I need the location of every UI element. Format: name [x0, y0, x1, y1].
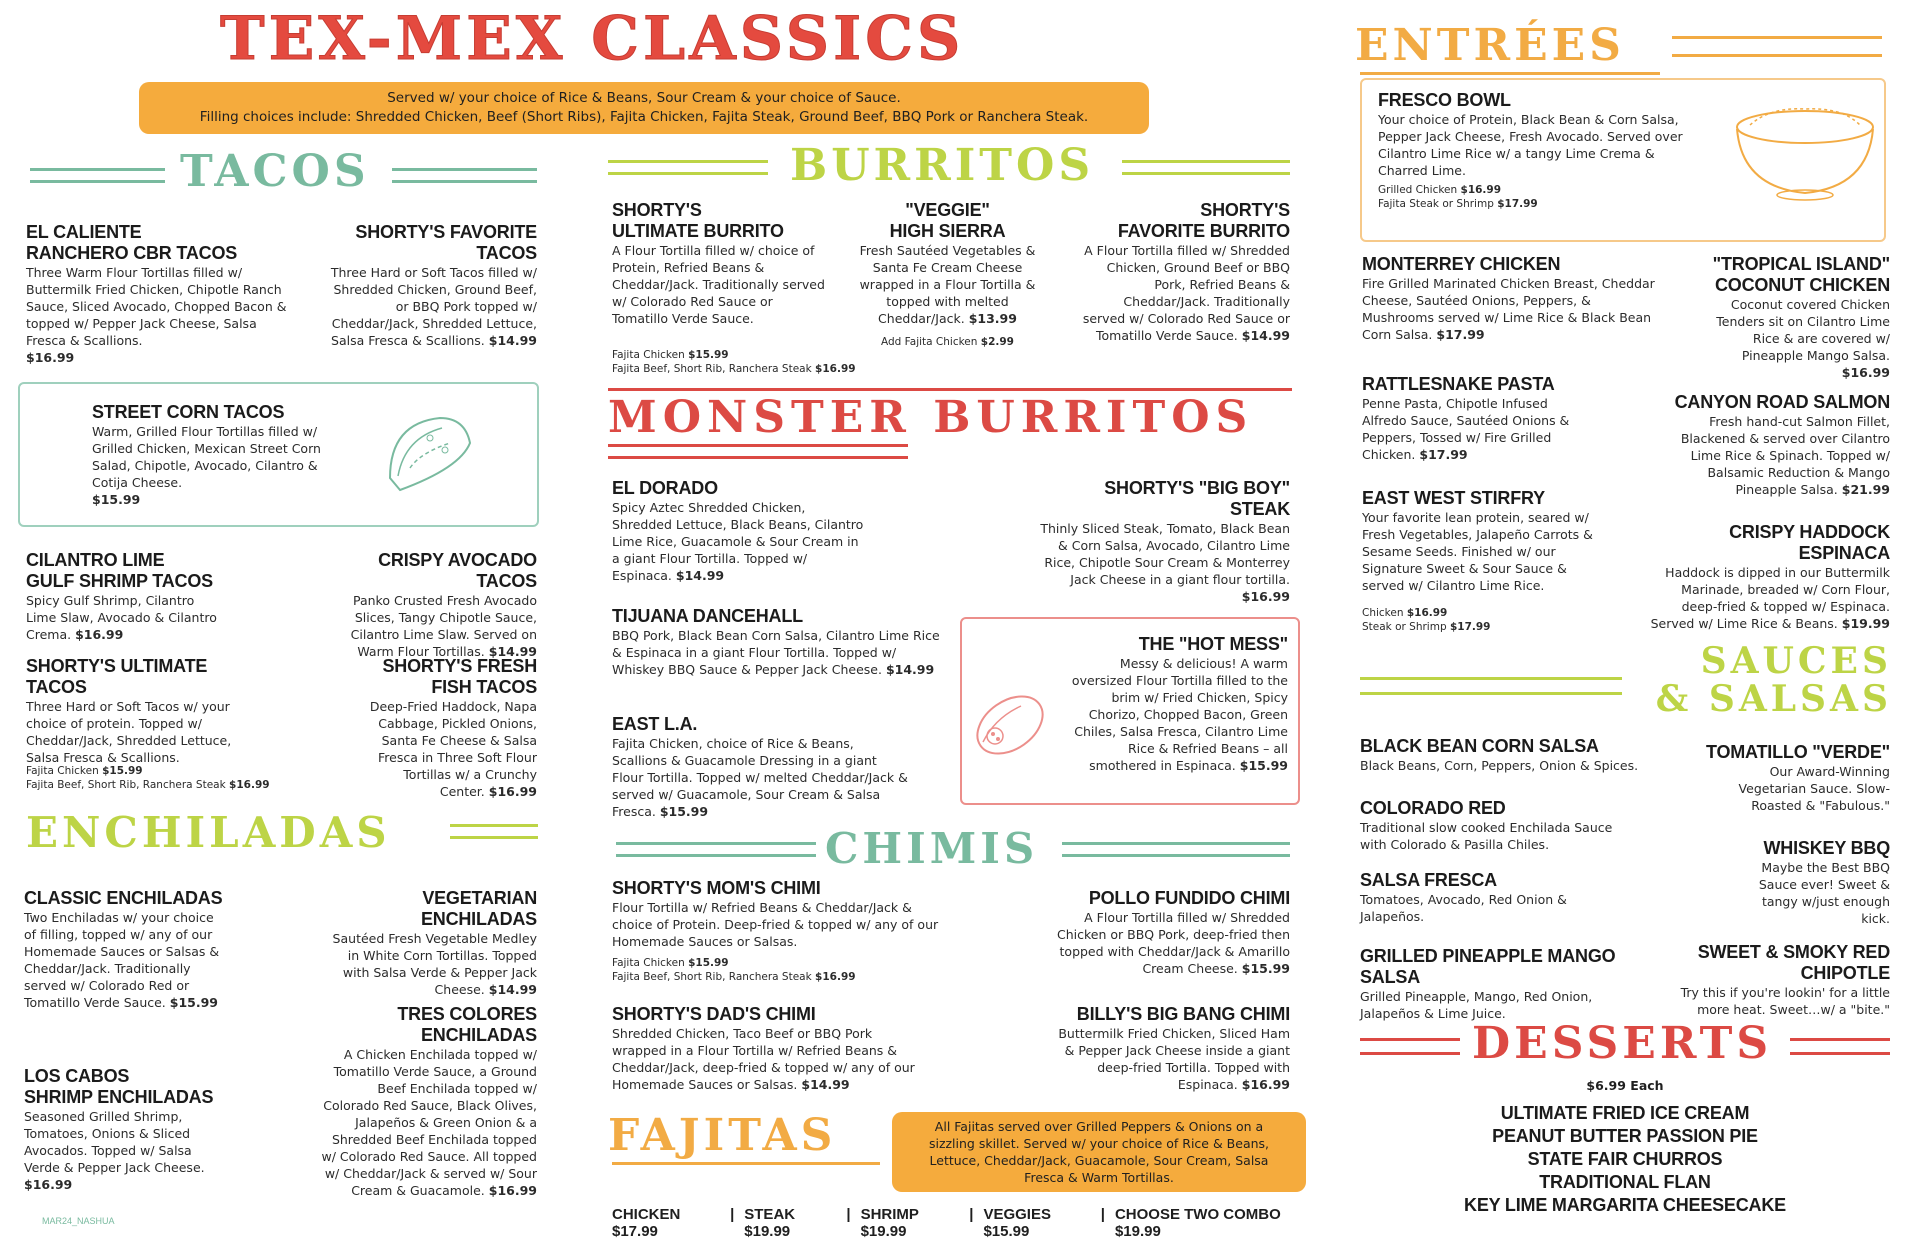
monster-rule-bottom-2 — [608, 456, 908, 459]
note-price: $16.99 — [1406, 607, 1448, 619]
item-desc: Buttermilk Fried Chicken, Sliced Ham & Pepper Jack Cheese inside a giant deep-fried Tortilla. Topped with Espinaca. — [1058, 1026, 1290, 1092]
taco-item-fish — [355, 656, 537, 800]
item-price: $15.99 — [169, 995, 219, 1010]
item-name: MONTERREY CHICKEN — [1362, 254, 1561, 274]
item-desc: Fajita Chicken, choice of Rice & Beans, Scallions & Guacamole Dressing in a giant Flour Tortilla. Topped w/ melted Cheddar/Jack & served w/ Guacamole, Sour Cream & Salsa Fresca. — [612, 736, 908, 819]
item-price: $14.99 — [488, 982, 537, 997]
burrito-icon — [965, 670, 1055, 770]
intro-line-1: Served w/ your choice of Rice & Beans, Sour Cream & your choice of Sauce. — [387, 90, 901, 106]
item-name: "VEGGIE" — [905, 200, 990, 220]
entree-item-haddock — [1650, 522, 1890, 632]
item-desc: Messy & delicious! A warm oversized Flour Tortilla filled to the brim w/ Fried Chicken, Spicy Chorizo, Chopped Bacon, Green Chiles, Salsa Fresca, Cilantro Lime Rice & Refried Beans – all smothered in Espinaca. — [1071, 656, 1288, 773]
burritos-rule-right — [1122, 160, 1290, 163]
item-desc: A Flour Tortilla filled w/ Shredded Chicken, Ground Beef or BBQ Pork, Refried Beans & Cheddar/Jack. Traditionally served w/ Colorado Red Sauce or Tomatillo Verde Sauce. — [1082, 243, 1290, 343]
chimi-item-big-bang — [1050, 1004, 1290, 1093]
note-price: $16.99 — [1460, 184, 1502, 196]
item-name: SHORTY'S — [612, 200, 702, 220]
item-desc: Three Warm Flour Tortillas filled w/ Buttermilk Fried Chicken, Chipotle Ranch Sauce, Sliced Avocado, Chopped Bacon & topped w/ Pepper Jack Cheese, Salsa Fresca & Scallions. — [26, 265, 287, 348]
note-price: $16.99 — [815, 971, 856, 983]
monster-item-tijuana — [612, 606, 942, 678]
entrees-rule-2 — [1672, 54, 1882, 57]
fajitas-price-bar — [612, 1206, 1312, 1240]
intro-box — [139, 82, 1149, 134]
item-price: $17.99 — [1419, 447, 1468, 462]
item-name: THE "HOT MESS" — [1138, 634, 1288, 654]
item-price: $14.99 — [1241, 328, 1290, 343]
item-price: $14.99 — [885, 662, 935, 677]
sauce-item-pineapple — [1360, 946, 1650, 1022]
sauces-heading-1: SAUCES — [1700, 640, 1892, 682]
item-price: $14.99 — [488, 644, 537, 659]
burrito-item-ultimate — [612, 200, 827, 327]
note-price: $15.99 — [688, 957, 729, 969]
item-desc: Our Award-Winning Vegetarian Sauce. Slow-Roasted & "Fabulous." — [1738, 764, 1890, 813]
dessert-item: TRADITIONAL FLAN — [1539, 1172, 1711, 1192]
item-name: EL CALIENTE — [26, 222, 142, 242]
monster-heading: MONSTER BURRITOS — [608, 392, 1254, 443]
burritos-rule-right-2 — [1122, 172, 1290, 175]
item-desc: Your choice of Protein, Black Bean & Corn Salsa, Pepper Jack Cheese, Fresh Avocado. Served over Cilantro Lime Rice w/ a tangy Lime Crema & Charred Lime. — [1378, 112, 1683, 178]
item-price: $16.99 — [1241, 1077, 1290, 1092]
taco-item-street-corn — [92, 402, 352, 508]
chimis-rule-right-2 — [1062, 854, 1290, 857]
tacos-rule-right-2 — [392, 180, 537, 183]
item-name: STREET CORN TACOS — [92, 402, 285, 422]
item-desc: Shredded Chicken, Taco Beef or BBQ Pork wrapped in a Flour Tortilla w/ Refried Beans & Cheddar/Jack, deep-fried & topped w/ any of our Homemade Sauces or Salsas. — [612, 1026, 915, 1092]
footer-code: MAR24_NASHUA — [42, 1216, 115, 1226]
sauce-item-colorado — [1360, 798, 1620, 853]
sauce-item-salsa-fresca — [1360, 870, 1590, 925]
item-desc: A Flour Tortilla filled w/ Shredded Chicken or BBQ Pork, deep-fried then topped with Cheddar/Jack & Amarillo Cream Cheese. — [1057, 910, 1290, 976]
taco-item-favorite — [330, 222, 537, 349]
item-name: WHISKEY BBQ — [1763, 838, 1890, 858]
item-price: $16.99 — [1841, 365, 1890, 380]
item-name: SHORTY'S "BIG BOY" STEAK — [1104, 478, 1290, 519]
note-label: Fajita Steak or Shrimp — [1378, 198, 1494, 210]
item-price: $16.99 — [1241, 589, 1290, 604]
item-desc: Fresh Sautéed Vegetables & Santa Fe Cream Cheese wrapped in a Flour Tortilla & topped with melted Cheddar/Jack. — [859, 243, 1036, 326]
note-label: Steak or Shrimp — [1362, 621, 1447, 633]
burritos-notes — [612, 348, 912, 376]
fajitas-box-text: All Fajitas served over Grilled Peppers & Onions on a sizzling skillet. Served w/ your choice of Rice & Beans, Lettuce, Cheddar/Jack, Guacamole, Sour Cream, Salsa Fresca & Warm Tortillas. — [928, 1119, 1270, 1185]
bowl-icon — [1730, 95, 1880, 205]
item-desc: Traditional slow cooked Enchilada Sauce with Colorado & Pasilla Chiles. — [1360, 820, 1613, 852]
tacos-rule-right — [392, 168, 537, 171]
fajitas-rule — [612, 1162, 880, 1165]
item-name: "TROPICAL ISLAND" — [1712, 254, 1890, 274]
fajitas-box — [892, 1112, 1306, 1192]
note-label: Chicken — [1362, 607, 1404, 619]
desserts-rule-left-2 — [1360, 1052, 1460, 1055]
item-name: CLASSIC ENCHILADAS — [24, 888, 223, 908]
dessert-item: STATE FAIR CHURROS — [1527, 1149, 1723, 1169]
item-desc: Spicy Gulf Shrimp, Cilantro Lime Slaw, Avocado & Cilantro Crema. — [26, 593, 217, 642]
price-separator: | — [969, 1206, 974, 1223]
item-desc: Thinly Sliced Steak, Tomato, Black Bean & Corn Salsa, Avocado, Cilantro Lime Rice, Chipotle Sour Cream & Monterrey Jack Cheese in a giant flour tortilla. — [1040, 521, 1290, 587]
burritos-rule-left — [608, 160, 768, 163]
tacos-rule-left-2 — [30, 180, 165, 183]
item-name: FAVORITE BURRITO — [1117, 221, 1290, 241]
item-price: $15.99 — [1239, 758, 1288, 773]
item-name: SHORTY'S FAVORITE TACOS — [355, 222, 537, 263]
desserts-rule-left-1 — [1360, 1038, 1460, 1041]
enchilada-item-tres-colores — [320, 1004, 537, 1199]
item-name: SHORTY'S FRESH — [382, 656, 537, 676]
note-label: Fajita Beef, Short Rib, Ranchera Steak — [612, 363, 812, 375]
sauces-heading-2: & SALSAS — [1655, 678, 1892, 720]
item-price: $16.99 — [488, 1183, 537, 1198]
item-name: GULF SHRIMP TACOS — [26, 571, 213, 591]
burritos-heading: BURRITOS — [790, 140, 1095, 191]
entree-item-rattlesnake — [1362, 374, 1592, 463]
chimis-rule-left — [616, 842, 816, 845]
fajita-price-option: CHOOSE TWO COMBO $19.99 — [1114, 1206, 1281, 1240]
item-name: GRILLED PINEAPPLE MANGO SALSA — [1360, 946, 1616, 987]
item-name: SALSA FRESCA — [1360, 870, 1497, 890]
item-name: CRISPY HADDOCK ESPINACA — [1729, 522, 1890, 563]
entrees-rule-3 — [1360, 72, 1660, 75]
entree-item-tropical — [1690, 254, 1890, 381]
desserts-list — [1360, 1102, 1890, 1217]
burritos-rule-left-2 — [608, 172, 768, 175]
item-name: LOS CABOS — [24, 1066, 130, 1086]
item-desc: Two Enchiladas w/ your choice of filling, topped w/ any of our Homemade Sauces or Salsas & Cheddar/Jack. Traditionally served w/ Colorado Red or Tomatillo Verde Sauce. — [24, 910, 220, 1010]
enchiladas-rule-1 — [450, 824, 538, 827]
entree-item-fresco-bowl — [1378, 90, 1708, 211]
item-desc: Flour Tortilla w/ Refried Beans & Cheddar/Jack & choice of Protein. Deep-fried & topped w/ any of our Homemade Sauces or Salsas. — [612, 900, 939, 949]
item-price: $16.99 — [24, 1177, 73, 1192]
item-desc: Panko Crusted Fresh Avocado Slices, Tangy Chipotle Sauce, Cilantro Lime Slaw. Served on Warm Flour Tortillas. — [350, 593, 537, 659]
item-name: SHORTY'S ULTIMATE TACOS — [26, 656, 208, 697]
extra-label: Add Fajita Chicken — [881, 336, 978, 348]
item-price: $19.99 — [1841, 616, 1890, 631]
note-label: Fajita Beef, Short Rib, Ranchera Steak — [612, 971, 812, 983]
item-desc: Tomatoes, Avocado, Red Onion & Jalapeños. — [1360, 892, 1567, 924]
desserts-rule-right-2 — [1790, 1052, 1890, 1055]
note-label: Grilled Chicken — [1378, 184, 1458, 196]
dessert-item: ULTIMATE FRIED ICE CREAM — [1500, 1103, 1750, 1123]
item-name: POLLO FUNDIDO CHIMI — [1088, 888, 1290, 908]
item-name: BILLY'S BIG BANG CHIMI — [1076, 1004, 1290, 1024]
item-price: $14.99 — [801, 1077, 850, 1092]
item-name: RANCHERO CBR TACOS — [26, 243, 238, 263]
item-name: TIJUANA DANCEHALL — [612, 606, 803, 626]
note-price: $17.99 — [1449, 621, 1491, 633]
item-price: $17.99 — [1436, 327, 1485, 342]
sauce-item-whiskey — [1750, 838, 1890, 927]
fajita-price-option: SHRIMP $19.99 — [860, 1206, 919, 1240]
burrito-item-veggie — [855, 200, 1040, 349]
enchilada-item-vegetarian — [320, 888, 537, 998]
dessert-item: PEANUT BUTTER PASSION PIE — [1492, 1126, 1758, 1146]
enchiladas-rule-2 — [450, 836, 538, 839]
monster-rule-top — [608, 388, 1292, 391]
desserts-heading: DESSERTS — [1472, 1018, 1773, 1069]
sauce-item-black-bean — [1360, 736, 1680, 774]
item-desc: Grilled Pineapple, Mango, Red Onion, Jalapeños & Lime Juice. — [1360, 989, 1593, 1021]
item-desc: A Flour Tortilla filled w/ choice of Protein, Refried Beans & Cheddar/Jack. Traditionally served w/ Colorado Red Sauce or Tomatillo Verde Sauce. — [612, 243, 825, 326]
monster-item-hot-mess — [1070, 634, 1288, 774]
burrito-item-favorite — [1080, 200, 1290, 344]
item-name: RATTLESNAKE PASTA — [1362, 374, 1555, 394]
chimi-item-pollo-fundido — [1050, 888, 1290, 977]
chimi-item-dads — [612, 1004, 927, 1093]
entree-item-canyon-road — [1668, 392, 1890, 498]
item-name: TOMATILLO "VERDE" — [1705, 742, 1890, 762]
note-price: $16.99 — [229, 779, 270, 791]
item-name: TRES COLORES ENCHILADAS — [397, 1004, 537, 1045]
enchilada-item-classic — [24, 888, 229, 1011]
item-price: $15.99 — [92, 492, 141, 507]
fajita-price-option: STEAK $19.99 — [744, 1206, 796, 1240]
sauces-rule-1 — [1360, 677, 1622, 680]
enchilada-item-los-cabos — [24, 1066, 224, 1193]
item-name: VEGETARIAN ENCHILADAS — [420, 888, 537, 929]
item-name: EAST WEST STIRFRY — [1362, 488, 1545, 508]
item-desc: Seasoned Grilled Shrimp, Tomatoes, Onions & Sliced Avocados. Topped w/ Salsa Verde & Pepper Jack Cheese. — [24, 1109, 205, 1175]
item-name: CANYON ROAD SALMON — [1674, 392, 1890, 412]
chimis-rule-left-2 — [616, 854, 816, 857]
note-price: $17.99 — [1497, 198, 1538, 210]
item-name: SHORTY'S DAD'S CHIMI — [612, 1004, 816, 1024]
chimis-heading: CHIMIS — [825, 824, 1039, 873]
item-desc: Sautéed Fresh Vegetable Medley in White Corn Tortillas. Topped with Salsa Verde & Pepper Jack Cheese. — [332, 931, 537, 997]
tacos-notes — [26, 764, 326, 792]
item-price: $16.99 — [26, 350, 75, 365]
item-price: $14.99 — [488, 333, 537, 348]
taco-item-ultimate — [26, 656, 256, 766]
item-desc: BBQ Pork, Black Bean Corn Salsa, Cilantro Lime Rice & Espinaca in a giant Flour Tortilla. Topped w/ Whiskey BBQ Sauce & Pepper Jack Cheese. — [612, 628, 940, 677]
item-desc: Black Beans, Corn, Peppers, Onion & Spices. — [1360, 758, 1639, 773]
item-desc: A Chicken Enchilada topped w/ Tomatillo Verde Sauce, a Ground Beef Enchilada topped w/ Colorado Red Sauce, Black Olives, Jalapeños & Green Onion & a Shredded Beef Enchilada topped w/ Colorado Red Sauce. All topped w/ Cheddar/Jack & served w/ Sour Cream & Guacamole. — [321, 1047, 537, 1198]
intro-line-2: Filling choices include: Shredded Chicken, Beef (Short Ribs), Fajita Chicken, Fajita Steak, Ground Beef, BBQ Pork or Ranchera Steak. — [199, 109, 1089, 125]
item-price: $14.99 — [675, 568, 725, 583]
item-desc: Fire Grilled Marinated Chicken Breast, Cheddar Cheese, Sautéed Onions, Peppers, & Mushrooms served w/ Lime Rice & Black Bean Corn Salsa. — [1362, 276, 1655, 342]
price-separator: | — [1100, 1206, 1105, 1223]
entree-item-monterrey — [1362, 254, 1657, 343]
tacos-heading: TACOS — [180, 146, 370, 197]
item-name: EAST L.A. — [612, 714, 698, 734]
item-name: COCONUT CHICKEN — [1715, 275, 1890, 295]
note-price: $15.99 — [102, 765, 143, 777]
item-name: CILANTRO LIME — [26, 550, 165, 570]
item-price: $16.99 — [75, 627, 124, 642]
monster-rule-bottom — [608, 444, 908, 447]
item-name: HIGH SIERRA — [889, 221, 1006, 241]
dessert-item: KEY LIME MARGARITA CHEESECAKE — [1464, 1195, 1786, 1215]
monster-item-big-boy — [1040, 478, 1290, 605]
item-desc: Maybe the Best BBQ Sauce ever! Sweet & tangy w/just enough kick. — [1758, 860, 1890, 926]
entrees-heading: ENTRÉES — [1355, 20, 1625, 71]
fajita-price-option: VEGGIES $15.99 — [983, 1206, 1051, 1240]
note-price: $15.99 — [688, 349, 729, 361]
entree-item-east-west — [1362, 488, 1597, 634]
item-desc: Three Hard or Soft Tacos filled w/ Shredded Chicken, Ground Beef, or BBQ Pork topped w/ Cheddar/Jack, Shredded Lettuce, Salsa Fresca & Scallions. — [330, 265, 537, 348]
desserts-each-price: $6.99 Each — [1586, 1078, 1664, 1093]
extra-price: $2.99 — [980, 336, 1014, 348]
item-desc: Try this if you're lookin' for a little more heat. Sweet…w/ a "bite." — [1680, 985, 1890, 1017]
item-name: SHORTY'S MOM'S CHIMI — [612, 878, 821, 898]
tacos-rule-left — [30, 168, 165, 171]
monster-item-el-dorado — [612, 478, 867, 584]
item-name: SHRIMP ENCHILADAS — [24, 1087, 214, 1107]
item-desc: Your favorite lean protein, seared w/ Fresh Vegetables, Jalapeño Carrots & Sesame Seeds. Finished w/ our Signature Sweet & Sour Sauce & served w/ Cilantro Lime Rice. — [1362, 510, 1593, 593]
item-name: SHORTY'S — [1200, 200, 1290, 220]
item-price: $15.99 — [1241, 961, 1290, 976]
item-price: $13.99 — [968, 311, 1017, 326]
chimis-rule-right — [1062, 842, 1290, 845]
taco-icon — [370, 398, 480, 508]
item-desc: Fresh hand-cut Salmon Fillet, Blackened & served over Cilantro Lime Rice & Spinach. Topped w/ Balsamic Reduction & Mango Pineapple Salsa. — [1680, 414, 1890, 497]
sauce-item-tomatillo — [1700, 742, 1890, 814]
note-label: Fajita Chicken — [26, 765, 99, 777]
item-name: FISH TACOS — [431, 677, 537, 697]
item-desc: Warm, Grilled Flour Tortillas filled w/ Grilled Chicken, Mexican Street Corn Salad, Chipotle, Avocado, Cilantro & Cotija Cheese. — [92, 424, 321, 490]
fajita-price-option: CHICKEN $17.99 — [612, 1206, 681, 1240]
monster-item-east-la — [612, 714, 912, 820]
note-label: Fajita Chicken — [612, 349, 685, 361]
item-name: FRESCO BOWL — [1378, 90, 1511, 110]
item-desc: Spicy Aztec Shredded Chicken, Shredded Lettuce, Black Beans, Cilantro Lime Rice, Guacamole & Sour Cream in a giant Flour Tortilla. Topped w/ Espinaca. — [612, 500, 864, 583]
chimi-item-moms — [612, 878, 947, 950]
item-name: ULTIMATE BURRITO — [612, 221, 784, 241]
item-name: SWEET & SMOKY RED CHIPOTLE — [1697, 942, 1890, 983]
price-separator: | — [846, 1206, 851, 1223]
taco-item-el-caliente — [26, 222, 291, 366]
item-desc: Coconut covered Chicken Tenders sit on Cilantro Lime Rice & are covered w/ Pineapple Mango Salsa. — [1716, 297, 1890, 363]
chimis-notes — [612, 956, 912, 984]
enchiladas-heading: ENCHILADAS — [26, 808, 391, 857]
item-name: CRISPY AVOCADO TACOS — [378, 550, 537, 591]
note-price: $16.99 — [815, 363, 856, 375]
fajitas-heading: FAJITAS — [608, 1110, 837, 1161]
item-desc: Three Hard or Soft Tacos w/ your choice of protein. Topped w/ Cheddar/Jack, Shredded Lettuce, Salsa Fresca & Scallions. — [26, 699, 232, 765]
taco-item-cilantro-lime — [26, 550, 226, 643]
item-price: $15.99 — [659, 804, 709, 819]
note-label: Fajita Chicken — [612, 957, 685, 969]
item-price: $16.99 — [488, 784, 537, 799]
entrees-rule-1 — [1672, 36, 1882, 39]
price-separator: | — [730, 1206, 735, 1223]
item-name: BLACK BEAN CORN SALSA — [1360, 736, 1599, 756]
item-desc: Deep-Fried Haddock, Napa Cabbage, Pickled Onions, Santa Fe Cheese & Salsa Fresca in Three Soft Flour Tortillas w/ a Crunchy Center. — [369, 699, 537, 799]
menu-title: TEX-MEX CLASSICS — [220, 4, 965, 74]
item-name: EL DORADO — [612, 478, 718, 498]
item-desc: Penne Pasta, Chipotle Infused Alfredo Sauce, Sautéed Onions & Peppers, Tossed w/ Fire Grilled Chicken. — [1362, 396, 1570, 462]
item-desc: Haddock is dipped in our Buttermilk Marinade, breaded w/ Corn Flour, deep-fried & topped w/ Espinaca. Served w/ Lime Rice & Beans. — [1650, 565, 1890, 631]
desserts-rule-right-1 — [1790, 1038, 1890, 1041]
taco-item-crispy-avocado — [330, 550, 537, 660]
note-label: Fajita Beef, Short Rib, Ranchera Steak — [26, 779, 226, 791]
sauces-rule-2 — [1360, 692, 1622, 695]
item-name: COLORADO RED — [1360, 798, 1506, 818]
item-price: $21.99 — [1841, 482, 1890, 497]
sauce-item-chipotle — [1660, 942, 1890, 1018]
